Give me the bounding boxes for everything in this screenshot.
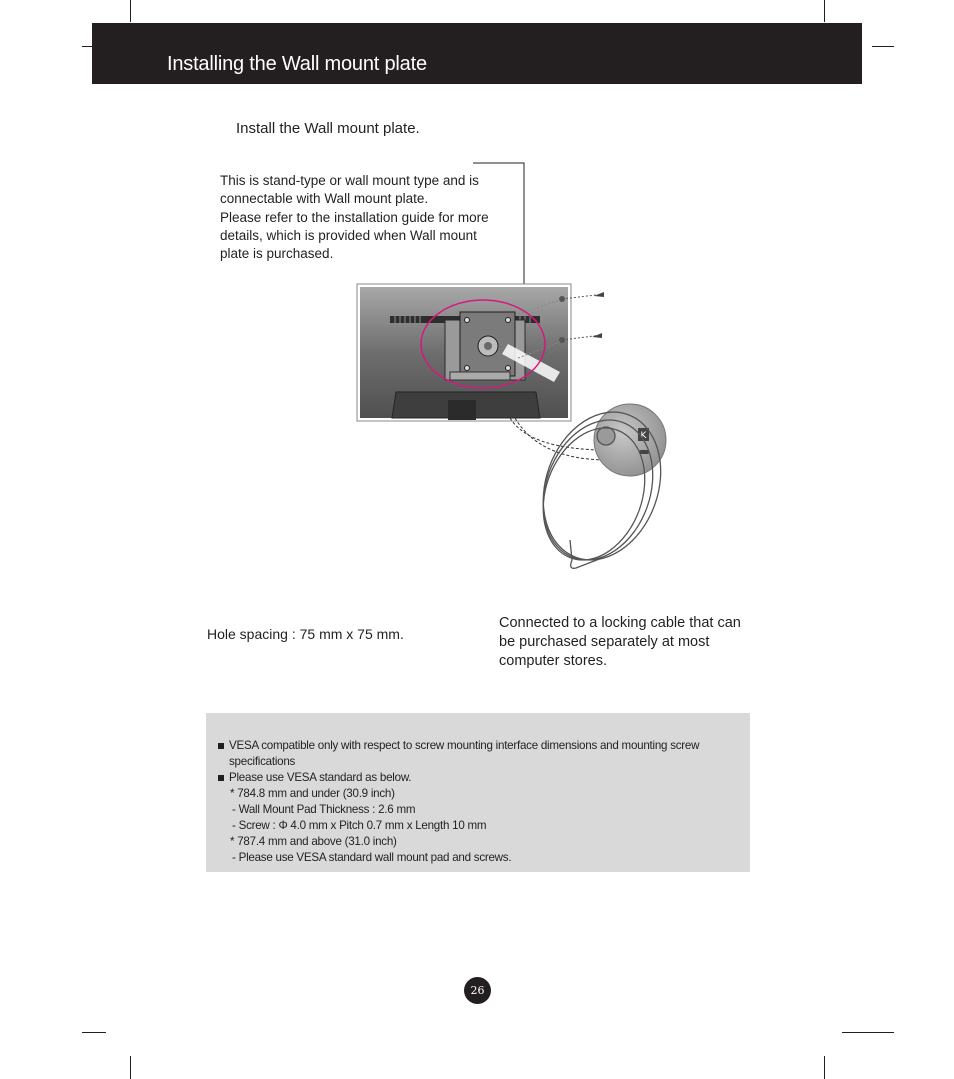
note-line: * 787.4 mm and above (31.0 inch) <box>230 835 397 848</box>
note-line: specifications <box>229 755 296 768</box>
locking-line: Connected to a locking cable that can <box>499 615 741 631</box>
note-line: - Wall Mount Pad Thickness : 2.6 mm <box>232 803 416 816</box>
bullet-icon <box>218 775 224 781</box>
callout-line: details, which is provided when Wall mount <box>220 227 477 243</box>
page-title: Installing the Wall mount plate <box>167 53 427 75</box>
note-line: - Screw : Φ 4.0 mm x Pitch 0.7 mm x Length 10 mm <box>232 819 487 832</box>
note-text: Please use VESA standard as below. <box>229 771 412 784</box>
note-line <box>218 770 699 786</box>
callout-line: Please refer to the installation guide for more <box>220 209 489 225</box>
crop-mark <box>872 46 894 47</box>
hole-spacing-text: Hole spacing : 75 mm x 75 mm. <box>207 626 404 642</box>
callout-line: plate is purchased. <box>220 246 334 262</box>
bullet-icon <box>218 743 224 749</box>
crop-mark <box>824 0 825 22</box>
instruction-text: Install the Wall mount plate. <box>236 120 420 137</box>
locking-cable-text <box>499 614 741 671</box>
page-header <box>92 23 862 84</box>
crop-mark <box>130 0 131 22</box>
callout-line: This is stand-type or wall mount type and is <box>220 173 479 188</box>
wall-mount-illustration <box>350 160 680 580</box>
locking-line: be purchased separately at most <box>499 634 710 650</box>
note-line: - Please use VESA standard wall mount pad and screws. <box>232 851 512 864</box>
vesa-note-list <box>218 738 699 866</box>
svg-text:K: K <box>640 431 647 441</box>
crop-mark <box>82 1032 106 1033</box>
note-line <box>218 738 699 754</box>
crop-mark <box>824 1056 825 1079</box>
crop-mark <box>842 1032 894 1033</box>
note-text: VESA compatible only with respect to screw mounting interface dimensions and mounting screw <box>229 739 700 752</box>
locking-line: computer stores. <box>499 653 607 669</box>
callout-line: connectable with Wall mount plate. <box>220 191 429 207</box>
page-number: 26 <box>464 977 491 1004</box>
vesa-note-box <box>206 713 750 872</box>
crop-mark <box>130 1056 131 1079</box>
note-line: * 784.8 mm and under (30.9 inch) <box>230 787 395 800</box>
